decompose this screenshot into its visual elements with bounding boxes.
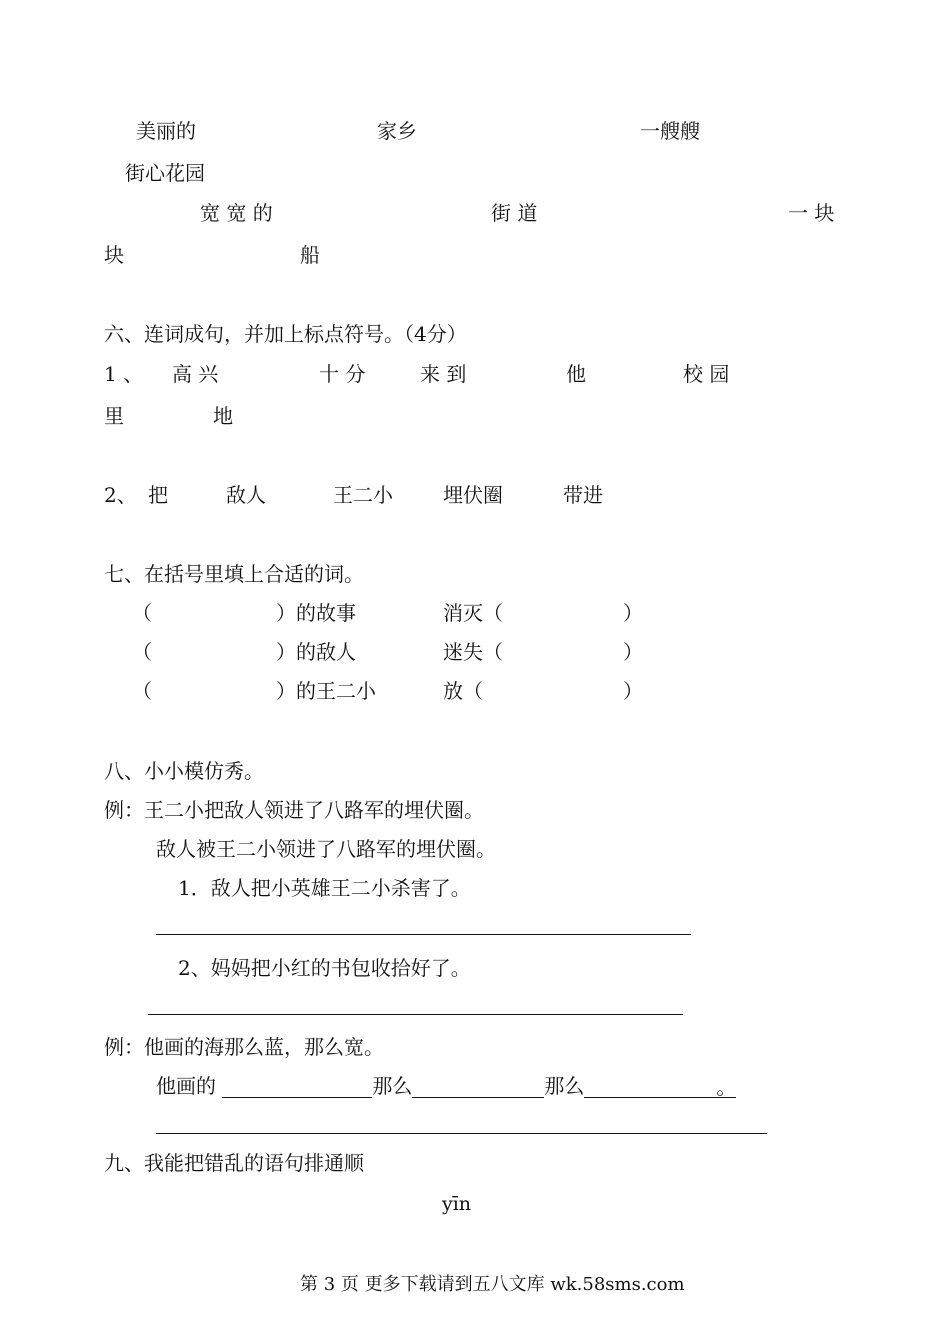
q1-word-li: 里 bbox=[104, 404, 124, 428]
blank-3[interactable] bbox=[584, 1075, 716, 1098]
example2-end: 。 bbox=[716, 1075, 737, 1099]
word-jiaxiang: 家乡 bbox=[377, 119, 417, 143]
q2-word-maifuquan: 埋伏圈 bbox=[443, 483, 503, 507]
section6-title: 六、连词成句，并加上标点符号。（4分） bbox=[104, 322, 467, 346]
word-chuan: 船 bbox=[300, 243, 320, 267]
word-jiedao: 街 道 bbox=[491, 201, 538, 225]
fill-row2-label: ）的敌人 bbox=[276, 640, 356, 664]
word-meili: 美丽的 bbox=[136, 119, 196, 143]
page-footer: 第 3 页 更多下载请到五八文库 wk.58sms.com bbox=[300, 1274, 685, 1295]
word-kuankuande: 宽 宽 的 bbox=[200, 201, 273, 225]
pinyin-yin: yīn bbox=[442, 1193, 472, 1215]
example2-fill-sentence bbox=[156, 1074, 736, 1098]
q2-word-diren: 敌人 bbox=[226, 483, 266, 507]
fill-row1-right-close: ） bbox=[623, 601, 643, 625]
fill-row2-right-close: ） bbox=[623, 640, 643, 664]
question2: 2、妈妈把小红的书包收拾好了。 bbox=[178, 956, 471, 980]
fill-row3-right-close: ） bbox=[623, 679, 643, 703]
q1-word-xiaoyuan: 校 园 bbox=[683, 362, 730, 386]
example2-mid1: 那么 bbox=[372, 1074, 413, 1098]
example1-line2: 敌人被王二小领进了八路军的埋伏圈。 bbox=[156, 837, 496, 861]
example2-prefix: 他画的 bbox=[156, 1074, 216, 1098]
word-yikuai: 一 块 bbox=[788, 201, 835, 225]
fill-row3-open: （ bbox=[132, 679, 152, 703]
section8-title: 八、小小模仿秀。 bbox=[104, 759, 264, 783]
answer-line-2[interactable] bbox=[148, 1014, 683, 1015]
word-jiexinhuayuan: 街心花园 bbox=[125, 161, 205, 185]
fill-row2-open: （ bbox=[132, 640, 152, 664]
example2-mid2: 那么 bbox=[544, 1074, 585, 1098]
answer-line-3[interactable] bbox=[156, 1133, 767, 1134]
q1-number: 1 、 bbox=[104, 362, 144, 386]
q1-word-ta: 他 bbox=[566, 362, 586, 386]
fill-row1-label: ）的故事 bbox=[276, 601, 356, 625]
word-kuai: 块 bbox=[104, 243, 124, 267]
blank-2[interactable] bbox=[412, 1075, 544, 1098]
word-yisousou: 一艘艘 bbox=[640, 119, 700, 143]
question1: 1．敌人把小英雄王二小杀害了。 bbox=[178, 876, 471, 900]
q1-word-de: 地 bbox=[213, 404, 233, 428]
example2-line1: 例：他画的海那么蓝，那么宽。 bbox=[104, 1035, 384, 1059]
fill-row3-label: ）的王二小 bbox=[276, 679, 376, 703]
q1-word-shifen: 十 分 bbox=[319, 362, 366, 386]
section9-title: 九、我能把错乱的语句排通顺 bbox=[104, 1151, 364, 1175]
q2-word-ba: 把 bbox=[148, 483, 168, 507]
answer-line-1[interactable] bbox=[156, 934, 691, 935]
q1-word-gaoxing: 高 兴 bbox=[172, 362, 219, 386]
blank-1[interactable] bbox=[222, 1075, 372, 1098]
q2-word-wangerxiao: 王二小 bbox=[333, 483, 393, 507]
fill-row2-right: 迷失（ bbox=[443, 640, 503, 664]
q2-number: 2、 bbox=[104, 483, 137, 507]
section7-title: 七、在括号里填上合适的词。 bbox=[104, 562, 364, 586]
fill-row1-open: （ bbox=[132, 601, 152, 625]
fill-row3-right: 放（ bbox=[443, 679, 483, 703]
q2-word-daijin: 带进 bbox=[563, 483, 603, 507]
example1-line1: 例：王二小把敌人领进了八路军的埋伏圈。 bbox=[104, 798, 484, 822]
q1-word-laidao: 来 到 bbox=[420, 362, 467, 386]
fill-row1-right: 消灭（ bbox=[443, 601, 503, 625]
